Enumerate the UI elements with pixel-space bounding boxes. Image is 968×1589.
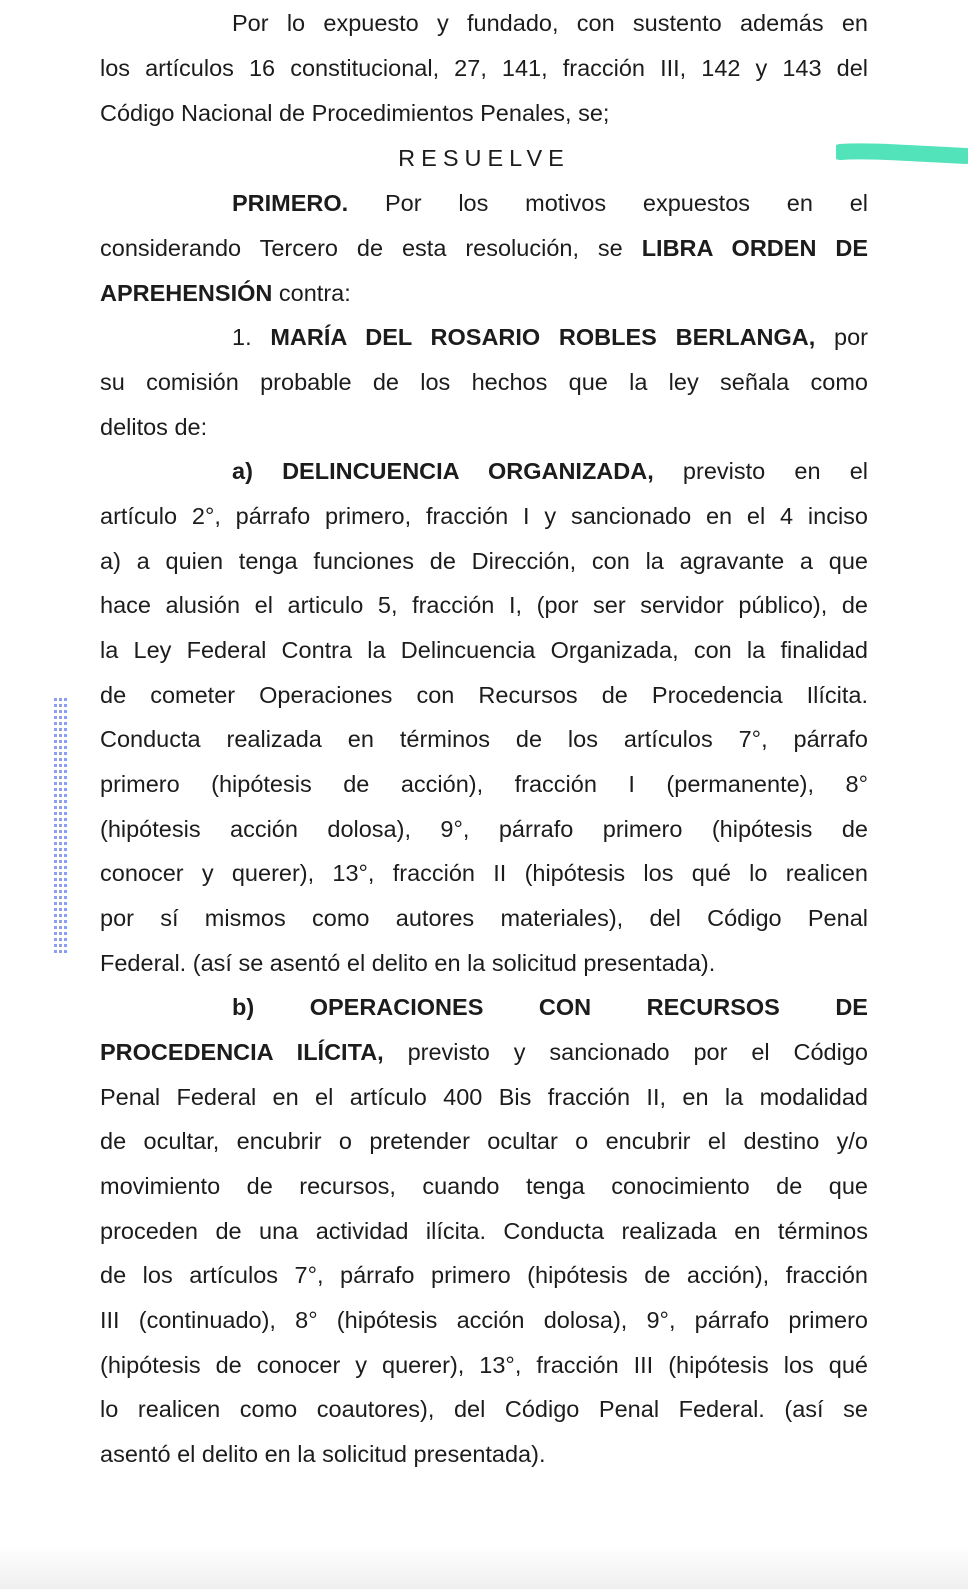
person-text: por bbox=[815, 324, 868, 350]
primero-text: Por los motivos expuestos en el bbox=[348, 190, 868, 216]
item-b-line: de ocultar, encubrir o pretender ocultar o encubrir el destino y/o bbox=[100, 1128, 868, 1154]
item-b-line: III (continuado), 8° (hipótesis acción dolosa), 9°, párrafo primero bbox=[100, 1307, 868, 1333]
item-b-line: asentó el delito en la solicitud presentada). bbox=[100, 1441, 546, 1467]
item-b-line: lo realicen como coautores), del Código Penal Federal. (así se bbox=[100, 1396, 868, 1422]
item-a-line: hace alusión el articulo 5, fracción I, (por ser servidor público), de bbox=[100, 592, 868, 618]
primero-label: PRIMERO. bbox=[232, 190, 349, 216]
resolution-heading: RESUELVE bbox=[398, 145, 570, 171]
page-bottom-shadow bbox=[0, 1545, 968, 1589]
intro-line-3: Código Nacional de Procedimientos Penales, se; bbox=[100, 100, 610, 126]
item-a-line: Conducta realizada en términos de los artículos 7°, párrafo bbox=[100, 726, 868, 752]
primero-line-1 bbox=[232, 188, 868, 218]
primero-text-2: considerando Tercero de esta resolución, se bbox=[100, 235, 642, 261]
item-b-line: de los artículos 7°, párrafo primero (hipótesis de acción), fracción bbox=[100, 1262, 868, 1288]
primero-line-2 bbox=[100, 233, 868, 263]
item-a-line-1 bbox=[232, 456, 868, 486]
item-a-line: Federal. (así se asentó el delito en la solicitud presentada). bbox=[100, 950, 716, 976]
procedencia-label: PROCEDENCIA ILÍCITA, bbox=[100, 1039, 384, 1065]
person-line-3: delitos de: bbox=[100, 414, 208, 440]
person-line-2: su comisión probable de los hechos que la ley señala como bbox=[100, 369, 868, 395]
item-a-line: conocer y querer), 13°, fracción II (hipótesis los qué lo realicen bbox=[100, 860, 868, 886]
item-b-line-2 bbox=[100, 1037, 868, 1067]
item-a-label: a) DELINCUENCIA ORGANIZADA, bbox=[232, 458, 654, 484]
item-b-text: previsto y sancionado por el Código bbox=[383, 1039, 868, 1065]
person-number: 1. bbox=[232, 324, 271, 350]
primero-text-3: contra: bbox=[272, 280, 351, 306]
primero-line-3 bbox=[100, 278, 868, 308]
item-b-line: Penal Federal en el artículo 400 Bis fracción II, en la modalidad bbox=[100, 1084, 868, 1110]
digital-signature-stamp bbox=[54, 698, 68, 956]
item-a-text: previsto en el bbox=[653, 458, 869, 484]
item-a-line: (hipótesis acción dolosa), 9°, párrafo primero (hipótesis de bbox=[100, 816, 868, 842]
item-a-line: artículo 2°, párrafo primero, fracción I y sancionado en el 4 inciso bbox=[100, 503, 868, 529]
libra-orden-label: LIBRA ORDEN DE bbox=[641, 235, 868, 261]
item-a-line: la Ley Federal Contra la Delincuencia Organizada, con la finalidad bbox=[100, 637, 868, 663]
intro-line-2: los artículos 16 constitucional, 27, 141, fracción III, 142 y 143 del bbox=[100, 55, 868, 81]
item-b-label: b) OPERACIONES CON RECURSOS DE bbox=[232, 994, 868, 1020]
item-a-line: de cometer Operaciones con Recursos de Procedencia Ilícita. bbox=[100, 682, 868, 708]
item-b-line: (hipótesis de conocer y querer), 13°, fracción III (hipótesis los qué bbox=[100, 1352, 868, 1378]
item-a-line: a) a quien tenga funciones de Dirección, con la agravante a que bbox=[100, 548, 868, 574]
person-line-1 bbox=[232, 322, 868, 352]
item-b-line: movimiento de recursos, cuando tenga conocimiento de que bbox=[100, 1173, 868, 1199]
item-a-line: primero (hipótesis de acción), fracción I (permanente), 8° bbox=[100, 771, 868, 797]
item-b-line: proceden de una actividad ilícita. Conducta realizada en términos bbox=[100, 1218, 868, 1244]
aprehension-label: APREHENSIÓN bbox=[100, 280, 273, 306]
item-a-line: por sí mismos como autores materiales), del Código Penal bbox=[100, 905, 868, 931]
person-name: MARÍA DEL ROSARIO ROBLES BERLANGA, bbox=[270, 324, 816, 350]
intro-line-1: Por lo expuesto y fundado, con sustento además en bbox=[232, 10, 868, 36]
